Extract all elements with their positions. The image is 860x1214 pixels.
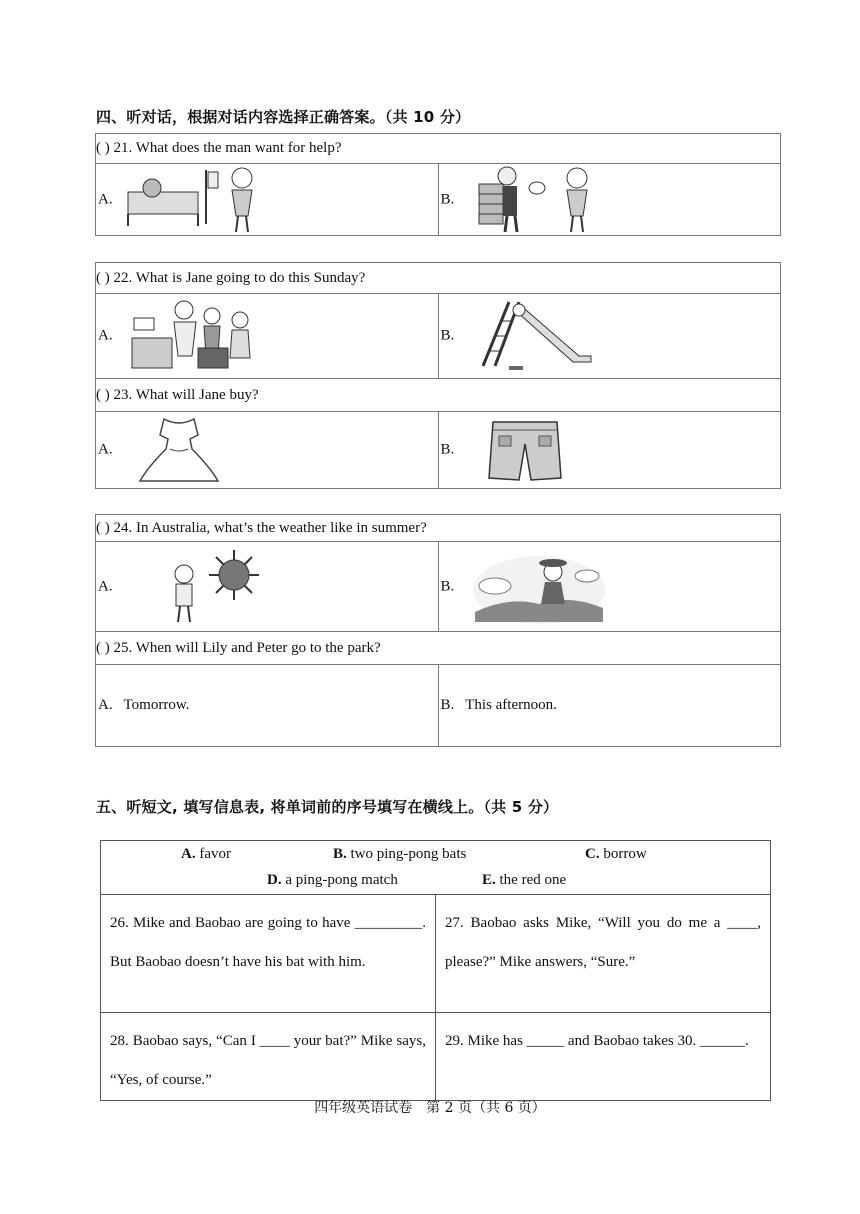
option-label: A. (98, 191, 113, 207)
cell-26: 26. Mike and Baobao are going to have _________. But Baobao doesn’t have his bat with him. (101, 895, 436, 1013)
hot-sun-illustration (154, 546, 284, 626)
question-22-text: ( ) 22. What is Jane going to do this Sunday? (96, 263, 781, 294)
option-label: A. (98, 441, 113, 458)
section-5-title: 五、听短文, 填写信息表, 将单词前的序号填写在横线上。（共 5 分） (96, 798, 559, 816)
question-21-table (95, 133, 781, 236)
option-label: A. (98, 578, 113, 594)
option-23a[interactable] (96, 412, 439, 489)
question-23-text: ( ) 23. What will Jane buy? (96, 379, 781, 412)
question-24-text: ( ) 24. In Australia, what’s the weather like in summer? (96, 515, 781, 542)
option-22a[interactable] (96, 294, 439, 379)
option-25a[interactable]: A. Tomorrow. (96, 665, 439, 747)
option-23b[interactable] (438, 412, 781, 489)
option-label: B. (440, 441, 455, 458)
cell-29: 29. Mike has _____ and Baobao takes 30. ______. (436, 1013, 771, 1101)
info-table (100, 840, 771, 1101)
word-bank-item-c: C. borrow (585, 846, 647, 862)
section-4-title: 四、听对话，根据对话内容选择正确答案。（共 10 分） (96, 108, 471, 126)
man-carrying-books-illustration (469, 164, 619, 234)
cell-28: 28. Baobao says, “Can I ____ your bat?” Mike says, “Yes, of course.” (101, 1013, 436, 1101)
word-bank-item-e: E. the red one (482, 872, 567, 888)
word-bank-item-b: B. two ping-pong bats (333, 846, 467, 862)
question-24-25-table (95, 514, 781, 747)
option-label: B. (440, 578, 455, 594)
word-bank (101, 841, 771, 895)
shopping-illustration (128, 298, 268, 374)
option-label: B. (440, 327, 455, 344)
word-bank-item-a: A. favor (181, 846, 231, 862)
option-22b[interactable] (438, 294, 781, 379)
option-24a[interactable] (96, 542, 439, 632)
page-footer: 四年级英语试卷 第 2 页（共 6 页） (314, 1100, 546, 1116)
dress-illustration (134, 415, 224, 485)
option-21a[interactable] (96, 164, 439, 236)
option-21b[interactable] (438, 164, 781, 236)
option-25b[interactable]: B. This afternoon. (438, 665, 781, 747)
option-label: B. (440, 191, 455, 207)
windy-girl-illustration (469, 546, 609, 626)
question-21-text: ( ) 21. What does the man want for help? (96, 134, 781, 164)
word-bank-item-d: D. a ping-pong match (267, 872, 398, 888)
option-24b[interactable] (438, 542, 781, 632)
cell-27: 27. Baobao asks Mike, “Will you do me a ____, please?” Mike answers, “Sure.” (436, 895, 771, 1013)
question-25-text: ( ) 25. When will Lily and Peter go to the park? (96, 632, 781, 665)
question-22-23-table (95, 262, 781, 489)
slide-illustration (469, 296, 599, 376)
shorts-illustration (485, 418, 565, 484)
option-label: A. (98, 327, 113, 344)
hospital-bed-illustration (124, 164, 274, 234)
